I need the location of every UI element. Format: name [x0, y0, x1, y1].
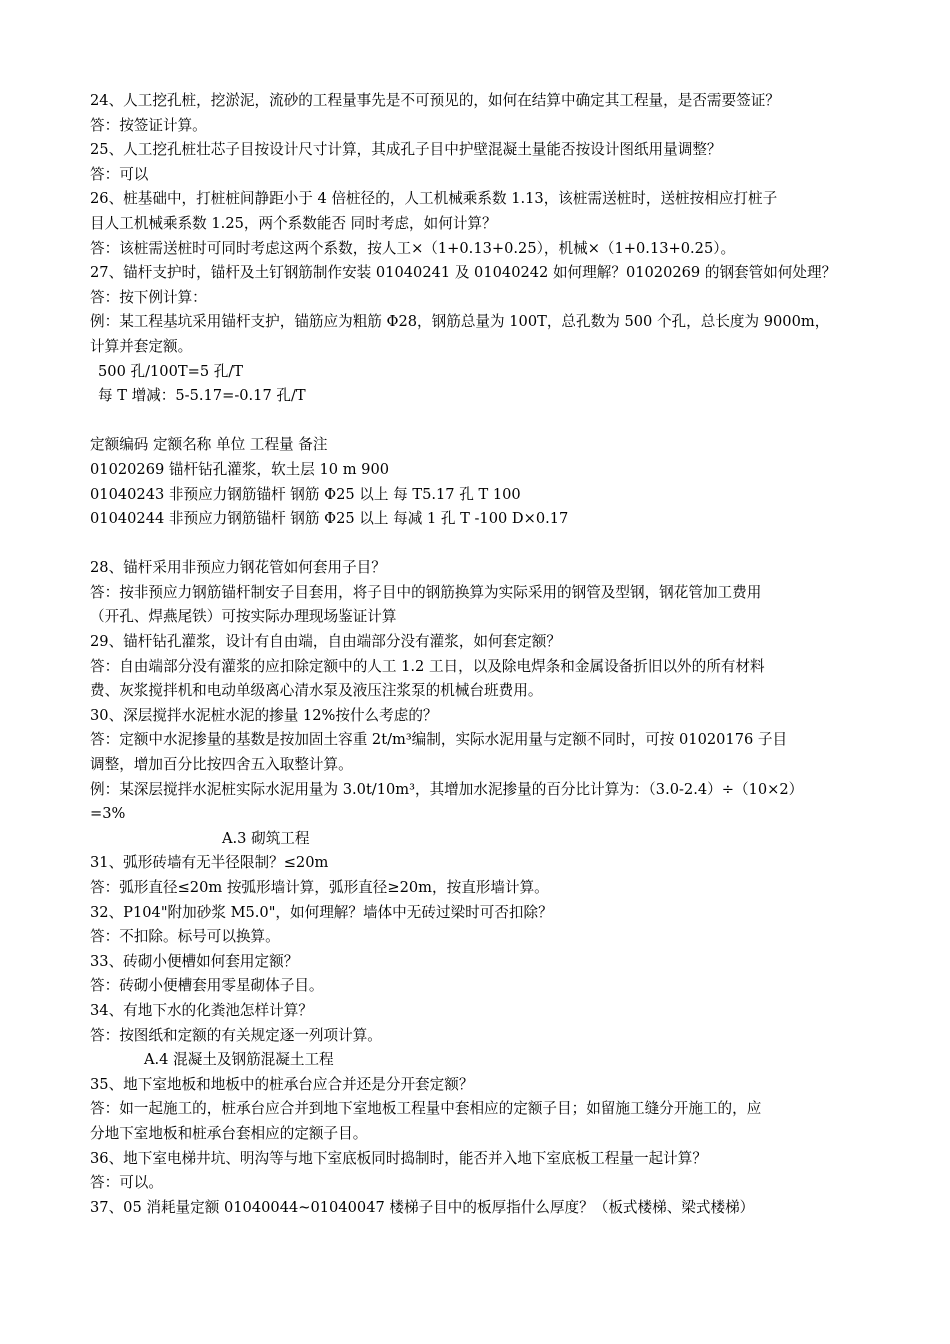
text-line: 26、桩基础中，打桩桩间静距小于 4 倍桩径的，人工机械乘系数 1.13，该桩需送桩时，送桩按相应打桩子	[90, 190, 778, 208]
text-line: 答：定额中水泥掺量的基数是按加固土容重 2t/m³编制，实际水泥用量与定额不同时，可按 01020176 子目	[90, 731, 788, 749]
text-line: 费、灰浆搅拌机和电动单级离心清水泵及液压注浆泵的机械台班费用。	[90, 682, 543, 700]
text-line: 答：可以。	[90, 1174, 163, 1192]
section-heading: A.4 混凝土及钢筋混凝土工程	[144, 1051, 334, 1069]
table-row-line: 01020269 锚杆钻孔灌浆，软土层 10 m 900	[90, 460, 390, 478]
text-line: 30、深层搅拌水泥桩水泥的掺量 12%按什么考虑的？	[90, 706, 438, 724]
text-line: 例：某深层搅拌水泥桩实际水泥用量为 3.0t/10m³，其增加水泥掺量的百分比计算为：（3.0-2.4）÷（10×2）	[90, 780, 804, 798]
text-line: 每 T 增减：5-5.17=-0.17 孔/T	[98, 387, 306, 405]
text-line: 35、地下室地板和地板中的桩承台应合并还是分开套定额？	[90, 1075, 474, 1093]
text-line: 调整，增加百分比按四舍五入取整计算。	[90, 756, 353, 774]
text-line: 答：按下例计算：	[90, 288, 207, 306]
text-line: 27、锚杆支护时，锚杆及土钉钢筋制作安装 01040241 及 01040242 如何理解？01020269 的钢套管如何处理？	[90, 264, 837, 282]
text-line: 29、锚杆钻孔灌浆，设计有自由端，自由端部分没有灌浆，如何套定额？	[90, 633, 561, 651]
section-heading: A.3 砌筑工程	[222, 829, 310, 847]
text-line: 答：该桩需送桩时可同时考虑这两个系数，按人工×（1+0.13+0.25），机械×（1+0.13+0.25）。	[90, 239, 736, 257]
text-line: 分地下室地板和桩承台套相应的定额子目。	[90, 1124, 368, 1142]
text-line: 答：弧形直径≤20m 按弧形墙计算，弧形直径≥20m，按直形墙计算。	[90, 879, 549, 896]
text-line: =3%	[90, 805, 126, 823]
text-line: 36、地下室电梯井坑、明沟等与地下室底板同时捣制时，能否并入地下室底板工程量一起计算？	[90, 1149, 707, 1167]
table-row-line: 01040244 非预应力钢筋锚杆 钢筋 Φ25 以上 每减 1 孔 T -100 D×0.17	[90, 510, 569, 528]
text-line: 答：按签证计算。	[90, 116, 207, 134]
text-line: 答：自由端部分没有灌浆的应扣除定额中的人工 1.2 工日，以及除电焊条和金属设备折旧以外的所有材料	[90, 657, 765, 675]
table-row-line: 01040243 非预应力钢筋锚杆 钢筋 Φ25 以上 每 T5.17 孔 T 100	[90, 485, 521, 503]
text-line: 28、锚杆采用非预应力钢花管如何套用子目？	[90, 559, 386, 577]
text-line: 34、有地下水的化粪池怎样计算？	[90, 1001, 313, 1019]
text-line: 32、P104"附加砂浆 M5.0"，如何理解？墙体中无砖过梁时可否扣除？	[90, 903, 553, 921]
text-line: 33、砖砌小便槽如何套用定额？	[90, 952, 299, 970]
blank-line	[90, 532, 870, 557]
text-line: 目人工机械乘系数 1.25，两个系数能否 同时考虑，如何计算？	[90, 214, 497, 232]
document-body	[90, 89, 870, 1220]
text-line: 500 孔/100T=5 孔/T	[98, 362, 243, 380]
text-line: 答：按非预应力钢筋锚杆制安子目套用，将子目中的钢筋换算为实际采用的钢管及型钢，钢花管加工费用	[90, 583, 762, 601]
text-line: 25、人工挖孔桩壮芯子目按设计尺寸计算，其成孔子目中护壁混凝土量能否按设计图纸用量调整？	[90, 141, 722, 159]
text-line: 答：可以	[90, 165, 149, 183]
text-line: 37、05 消耗量定额 01040044~01040047 楼梯子目中的板厚指什么厚度？（板式楼梯、梁式楼梯）	[90, 1198, 755, 1216]
table-header-line: 定额编码 定额名称 单位 工程量 备注	[90, 436, 328, 454]
text-line: 例：某工程基坑采用锚杆支护，锚筋应为粗筋 Φ28，钢筋总量为 100T，总孔数为 500 个孔，总长度为 9000m，	[90, 313, 830, 331]
text-line: 答：如一起施工的，桩承台应合并到地下室地板工程量中套相应的定额子目；如留施工缝分开施工的，应	[90, 1100, 762, 1118]
text-line: 计算并套定额。	[90, 337, 193, 355]
text-line: 24、人工挖孔桩，挖淤泥，流砂的工程量事先是不可预见的，如何在结算中确定其工程量，是否需要签证？	[90, 92, 780, 109]
blank-line	[90, 409, 870, 434]
text-line: 答：按图纸和定额的有关规定逐一列项计算。	[90, 1026, 382, 1044]
text-line: 答：不扣除。标号可以换算。	[90, 928, 280, 946]
text-line: 31、弧形砖墙有无半径限制？≤20m	[90, 854, 329, 872]
text-line: 答：砖砌小便槽套用零星砌体子目。	[90, 977, 324, 995]
text-line: （开孔、焊燕尾铁）可按实际办理现场鉴证计算	[90, 608, 397, 626]
